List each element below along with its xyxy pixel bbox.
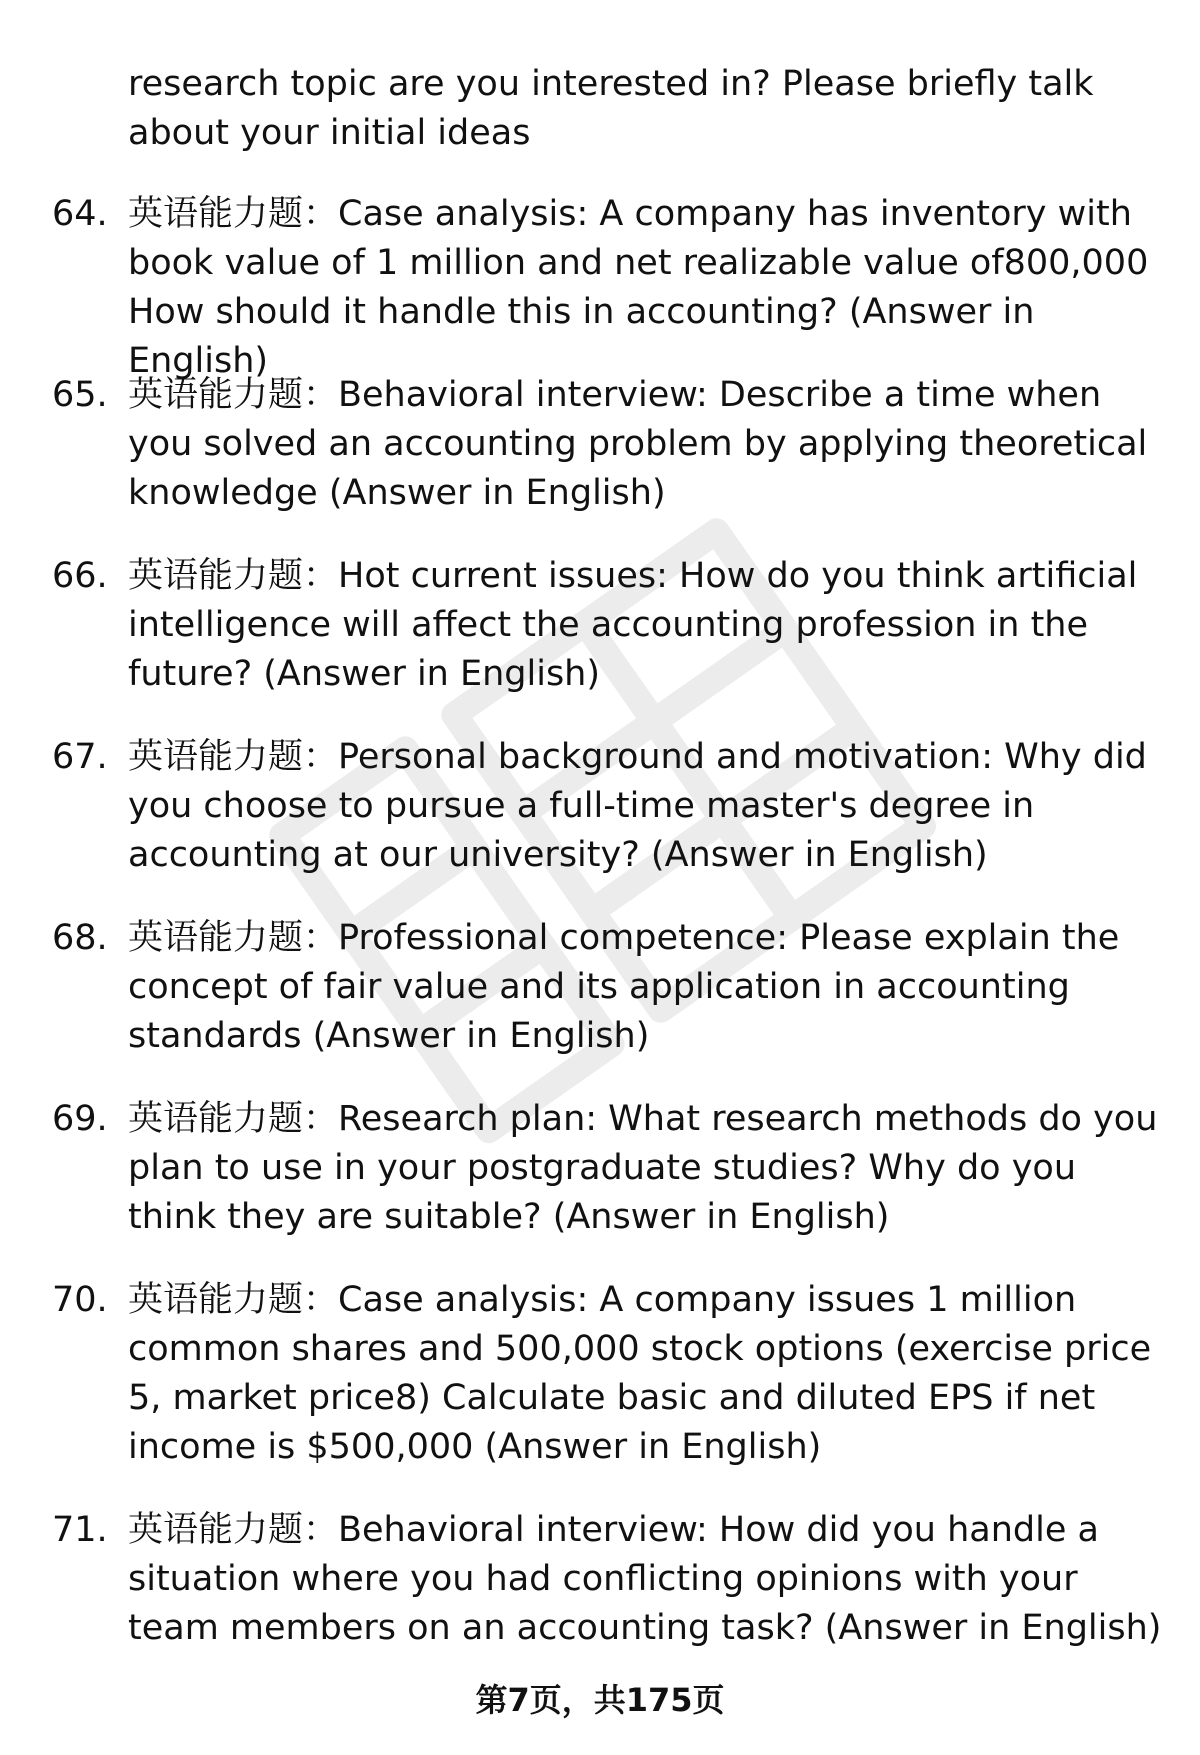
question-body <box>128 914 1162 1061</box>
question-text: Personal background and motivation: Why did you choose to pursue a full-time master's degree in accounting at our university? (Answer in English) <box>128 737 1147 875</box>
question-body <box>128 733 1162 880</box>
question-number: 66. <box>52 556 108 596</box>
question-text: Case analysis: A company has inventory with book value of 1 million and net realizable value of800,000 How should it handle this in accounting? (Answer in English) <box>128 194 1149 381</box>
question-body <box>128 190 1162 386</box>
question-body <box>128 1276 1162 1472</box>
question-item <box>0 552 1200 733</box>
question-tag: 英语能力题： <box>128 1510 339 1550</box>
question-tag: 英语能力题： <box>128 737 339 777</box>
question-item <box>0 914 1200 1095</box>
question-body <box>128 1506 1162 1653</box>
question-text: Professional competence: Please explain the concept of fair value and its application in accounting standards (Answer in English) <box>128 918 1120 1056</box>
question-tag: 英语能力题： <box>128 194 339 234</box>
question-number: 65. <box>52 375 108 415</box>
question-body <box>128 1095 1162 1242</box>
question-item <box>0 371 1200 552</box>
question-item <box>0 733 1200 914</box>
question-text: Case analysis: A company issues 1 million common shares and 500,000 stock options (exercise price 5, market price8) Calculate basic and diluted EPS if net income is $500,000 (Answer in English) <box>128 1280 1152 1467</box>
question-item <box>0 190 1200 381</box>
question-number: 70. <box>52 1280 108 1320</box>
question-number: 68. <box>52 918 108 958</box>
question-number: 69. <box>52 1099 108 1139</box>
question-number: 71. <box>52 1510 108 1550</box>
question-tag: 英语能力题： <box>128 556 339 596</box>
question-text: Research plan: What research methods do you plan to use in your postgraduate studies? Why do you think they are suitable? (Answer in English) <box>128 1099 1158 1237</box>
question-text: Behavioral interview: How did you handle a situation where you had conflicting opinions with your team members on an accounting task? (Answer in English) <box>128 1510 1162 1648</box>
question-item <box>0 1506 1200 1687</box>
page-number-footer: 第7页，共175页 <box>475 1681 725 1719</box>
question-text: Behavioral interview: Describe a time when you solved an accounting problem by applying theoretical knowledge (Answer in English) <box>128 375 1148 513</box>
question-item <box>0 1095 1200 1276</box>
question-text: Hot current issues: How do you think artificial intelligence will affect the accounting profession in the future? (Answer in English) <box>128 556 1138 694</box>
question-item <box>0 1276 1200 1506</box>
previous-question-continuation: research topic are you interested in? Please briefly talk about your initial ideas <box>128 64 1094 153</box>
question-list <box>0 190 1200 1687</box>
question-tag: 英语能力题： <box>128 1280 339 1320</box>
question-number: 64. <box>52 194 108 234</box>
question-tag: 英语能力题： <box>128 918 339 958</box>
question-tag: 英语能力题： <box>128 375 339 415</box>
question-body <box>128 552 1162 699</box>
question-number: 67. <box>52 737 108 777</box>
question-body <box>128 371 1162 518</box>
question-tag: 英语能力题： <box>128 1099 339 1139</box>
